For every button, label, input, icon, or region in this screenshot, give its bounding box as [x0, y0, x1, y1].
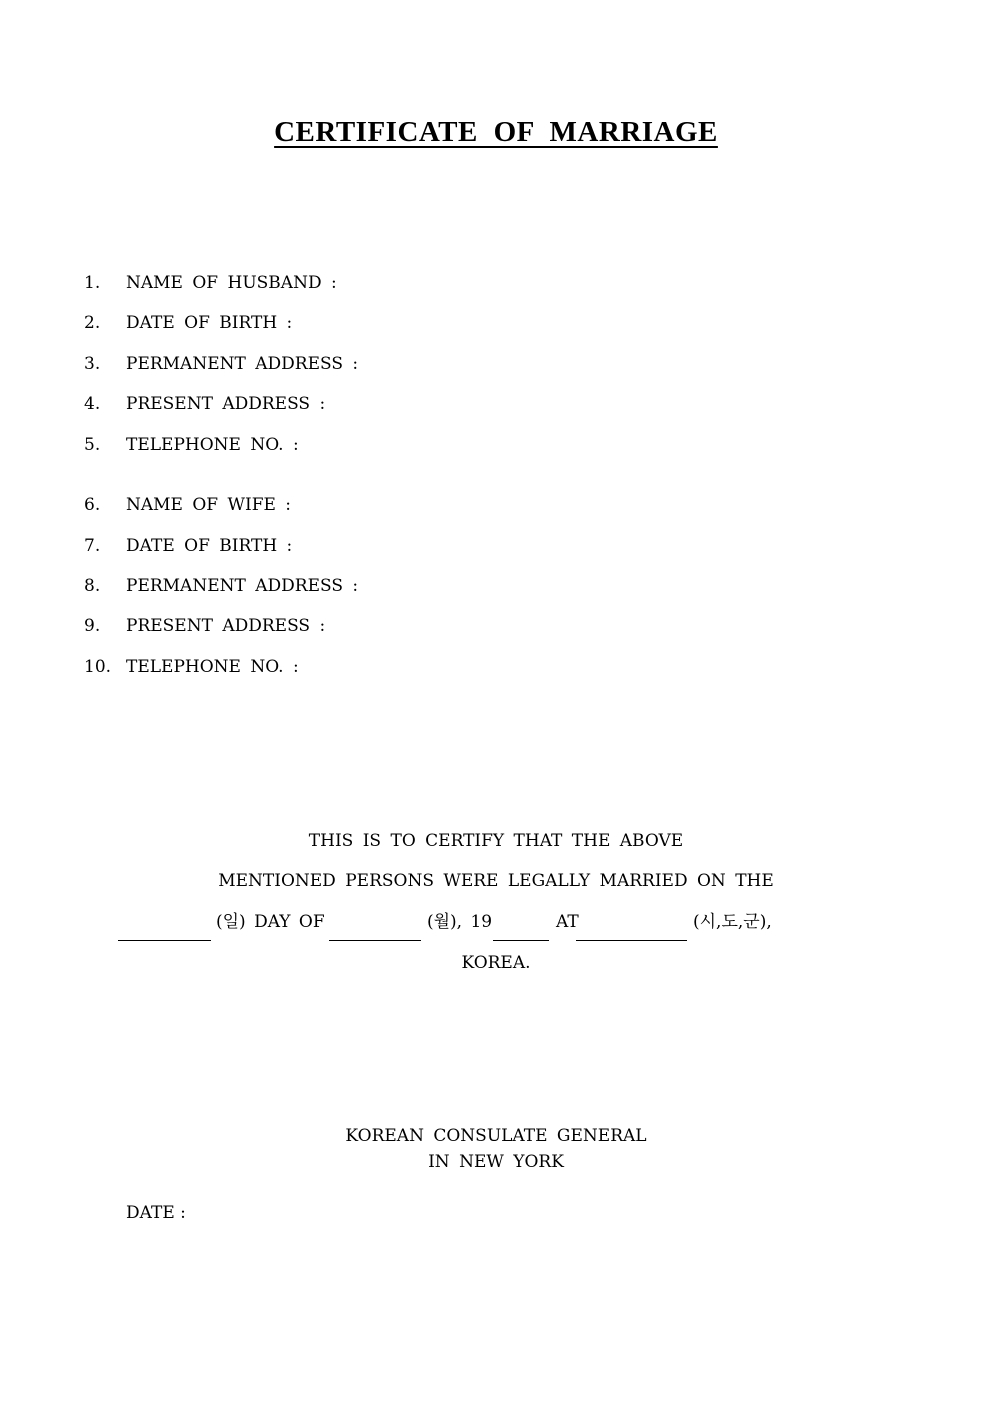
- field-label: PRESENT ADDRESS :: [126, 616, 326, 636]
- field-number: 2.: [84, 313, 101, 333]
- issuer-line-1: KOREAN CONSULATE GENERAL: [345, 1126, 647, 1146]
- field-number: 9.: [84, 616, 101, 636]
- field-number: 6.: [84, 495, 101, 515]
- month-blank: [329, 940, 421, 941]
- field-number: 5.: [84, 435, 101, 455]
- field-label: PERMANENT ADDRESS :: [126, 354, 359, 374]
- day-text: (일) DAY OF: [216, 912, 325, 932]
- issuer-line-2: IN NEW YORK: [428, 1152, 564, 1172]
- field-number: 4.: [84, 394, 101, 414]
- field-label: TELEPHONE NO. :: [126, 657, 299, 677]
- field-label: PRESENT ADDRESS :: [126, 394, 326, 414]
- field-label: TELEPHONE NO. :: [126, 435, 299, 455]
- field-number: 7.: [84, 536, 101, 556]
- field-number: 1.: [84, 273, 101, 293]
- field-number: 8.: [84, 576, 101, 596]
- field-label: NAME OF WIFE :: [126, 495, 292, 515]
- statement-line-2: MENTIONED PERSONS WERE LEGALLY MARRIED ON THE: [218, 871, 774, 891]
- field-label: DATE OF BIRTH :: [126, 313, 293, 333]
- field-number: 10.: [84, 657, 112, 677]
- field-number: 3.: [84, 354, 101, 374]
- day-blank: [118, 940, 211, 941]
- at-text: AT: [556, 912, 579, 932]
- field-label: NAME OF HUSBAND :: [126, 273, 337, 293]
- month-text: (월), 19: [427, 912, 493, 932]
- page-title: CERTIFICATE OF MARRIAGE: [274, 116, 718, 148]
- year-blank: [493, 940, 549, 941]
- date-label: DATE :: [126, 1203, 186, 1223]
- place-text: (시,도,군),: [693, 912, 772, 932]
- field-label: PERMANENT ADDRESS :: [126, 576, 359, 596]
- statement-line-4: KOREA.: [461, 953, 531, 973]
- field-label: DATE OF BIRTH :: [126, 536, 293, 556]
- place-blank: [576, 940, 687, 941]
- statement-line-1: THIS IS TO CERTIFY THAT THE ABOVE: [308, 831, 684, 851]
